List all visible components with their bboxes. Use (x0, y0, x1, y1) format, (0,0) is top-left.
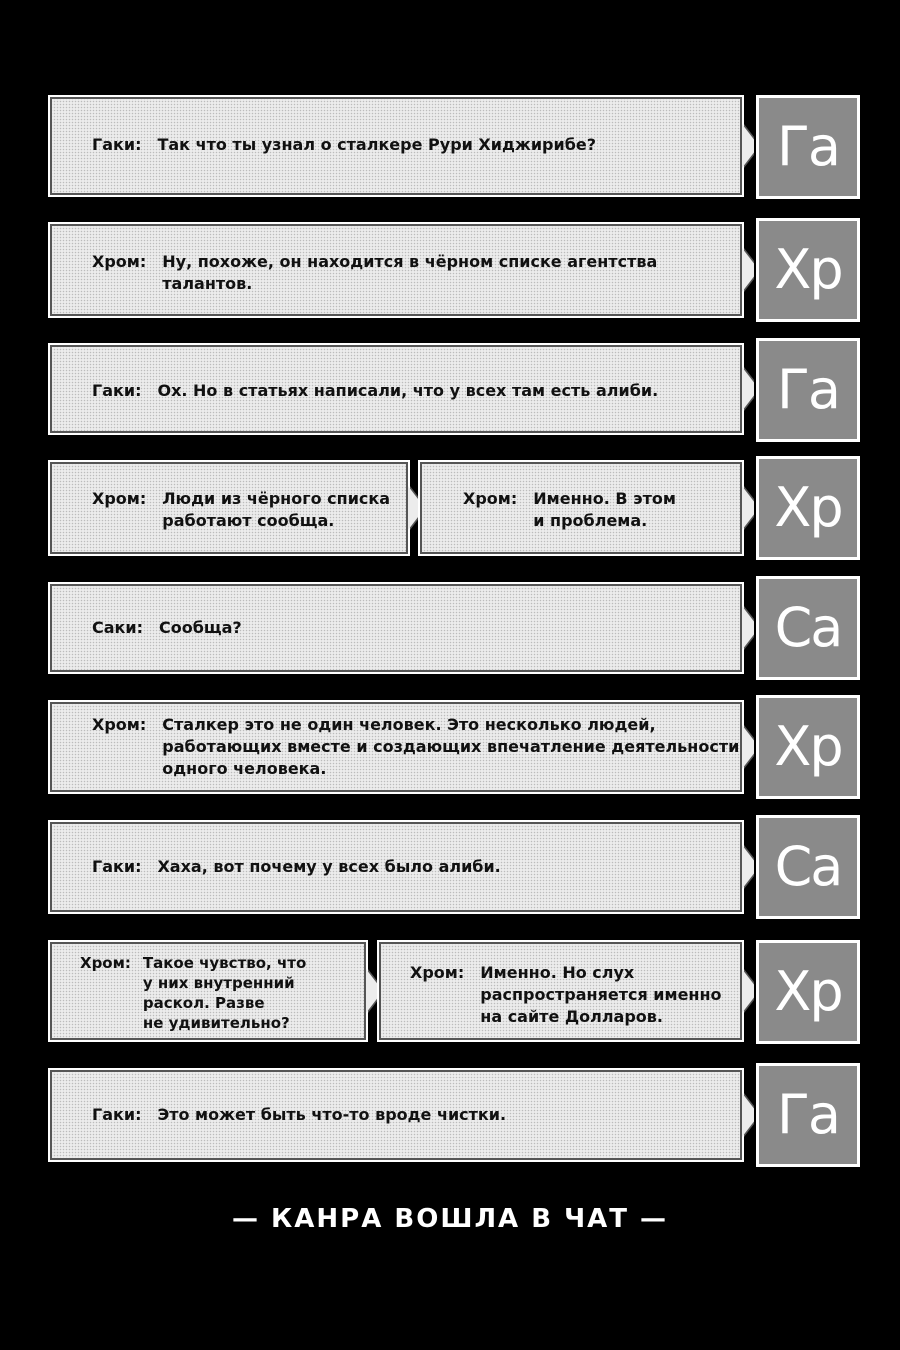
message-author: Хром: (80, 954, 131, 972)
chat-message-8a (80, 953, 306, 1033)
message-author: Гаки: (92, 381, 142, 400)
avatar-gaki: Га (756, 1063, 860, 1167)
message-author: Хром: (92, 489, 147, 508)
chat-join-notice: — КАНРА ВОШЛА В ЧАТ — (231, 1204, 668, 1234)
chat-message-1 (92, 134, 596, 156)
message-author: Хром: (92, 252, 147, 271)
chat-message-4a (92, 488, 390, 532)
chat-message-3 (92, 380, 658, 402)
avatar-gaki: Га (756, 95, 860, 199)
message-author: Хром: (410, 963, 465, 982)
avatar-gaki: Га (756, 338, 860, 442)
message-author: Саки: (92, 618, 144, 637)
chat-message-6 (92, 714, 739, 780)
message-text: Хаха, вот почему у всех было алиби. (157, 857, 501, 876)
message-text: Сообща? (159, 618, 242, 637)
chat-message-4b (463, 488, 676, 532)
message-text: Ну, похоже, он находится в чёрном списке агентства талантов. (162, 252, 658, 293)
message-text: Ох. Но в статьях написали, что у всех там есть алиби. (157, 381, 659, 400)
message-text: Сталкер это не один человек. Это несколько людей, работающих вместе и создающих впечатление деятельности одного человека. (162, 715, 740, 778)
message-text: Такое чувство, что у них внутренний раскол. Разве не удивительно? (142, 954, 307, 1032)
message-text: Так что ты узнал о сталкере Рури Хиджирибе? (157, 135, 596, 154)
avatar-chrome: Хр (756, 940, 860, 1044)
message-author: Гаки: (92, 1105, 142, 1124)
message-text: Именно. В этом и проблема. (533, 489, 676, 530)
message-text: Это может быть что-то вроде чистки. (157, 1105, 507, 1124)
avatar-chrome: Хр (756, 695, 860, 799)
avatar-chrome: Хр (756, 456, 860, 560)
message-text: Люди из чёрного списка работают сообща. (162, 489, 391, 530)
chat-message-5 (92, 617, 242, 639)
message-author: Хром: (463, 489, 518, 508)
chat-message-8b (410, 962, 722, 1028)
message-text: Именно. Но слух распространяется именно на сайте Долларов. (480, 963, 722, 1026)
message-author: Гаки: (92, 857, 142, 876)
avatar-chrome: Хр (756, 218, 860, 322)
chat-message-9 (92, 1104, 506, 1126)
message-author: Гаки: (92, 135, 142, 154)
chat-message-2 (92, 251, 657, 295)
message-author: Хром: (92, 715, 147, 734)
avatar-saki: Са (756, 576, 860, 680)
avatar-saki: Са (756, 815, 860, 919)
chat-message-7 (92, 856, 501, 878)
